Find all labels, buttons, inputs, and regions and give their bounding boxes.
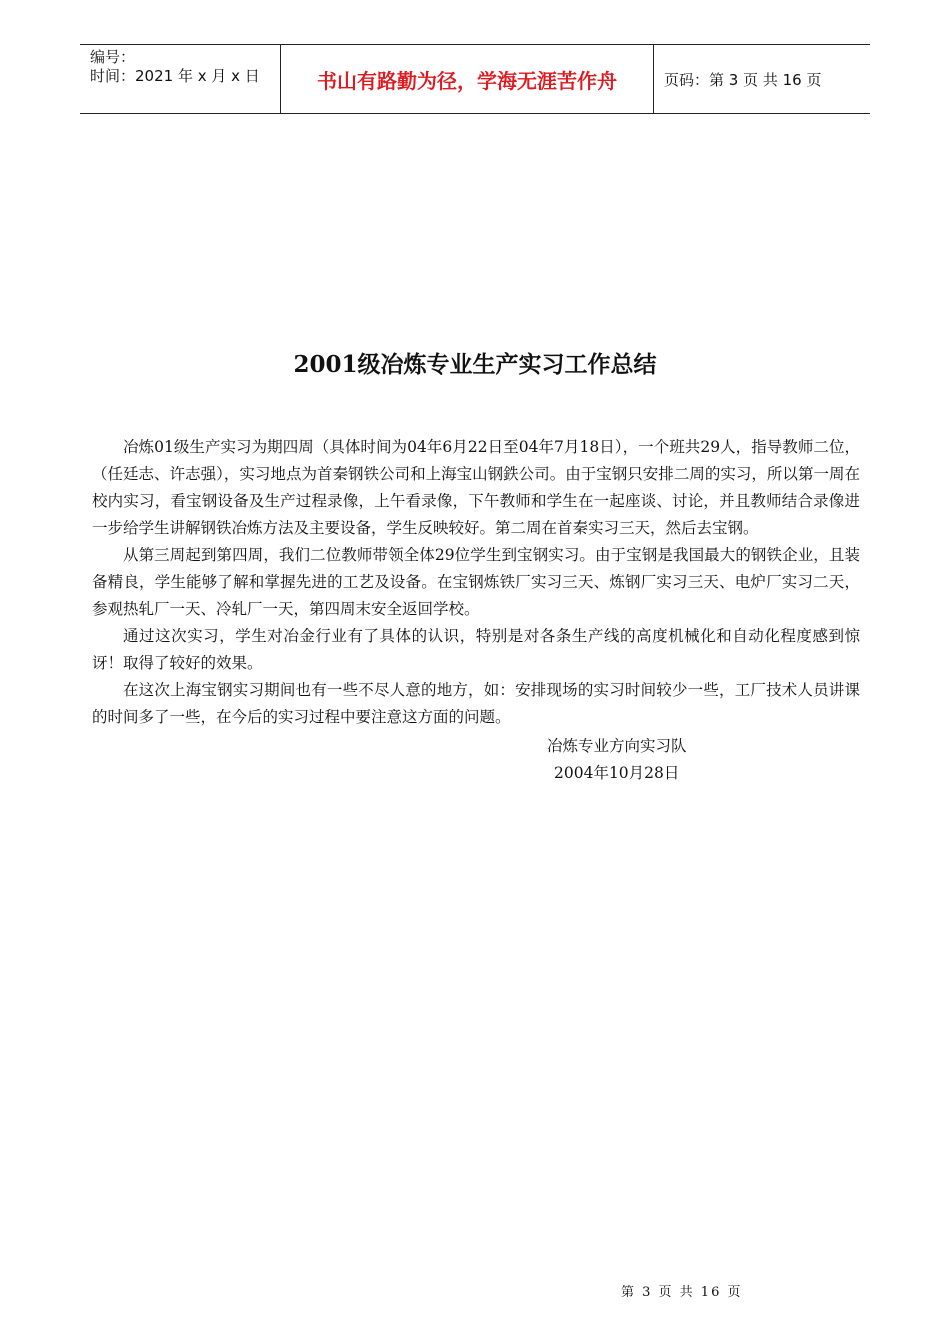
body-paragraph: 在这次上海宝钢实习期间也有一些不尽人意的地方，如：安排现场的实习时间较少一些，工厂技术人员讲课的时间多了一些，在今后的实习过程中要注意这方面的问题。 bbox=[92, 681, 860, 726]
signature-date: 2004年10月28日 bbox=[554, 764, 680, 782]
body-paragraph: 通过这次实习，学生对冶金行业有了具体的认识，特别是对各条生产线的高度机械化和自动化程度感到惊讶！取得了较好的效果。 bbox=[92, 627, 860, 672]
document-body bbox=[92, 434, 860, 731]
header-page-info: 页码：第 3 页 共 16 页 bbox=[664, 70, 822, 89]
body-paragraph: 从第三周起到第四周，我们二位教师带领全体29位学生到宝钢实习。由于宝钢是我国最大的钢铁企业，且装备精良，学生能够了解和掌握先进的工艺及设备。在宝钢炼铁厂实习三天、炼钢厂实习三天、电炉厂实习二天，参观热轧厂一天、冷轧厂一天，第四周末安全返回学校。 bbox=[92, 546, 860, 618]
page-header bbox=[80, 44, 870, 114]
time-line: 时间：2021 年 x 月 x 日 bbox=[90, 67, 260, 85]
signature-team: 冶炼专业方向实习队 bbox=[547, 737, 687, 755]
number-label: 编号： bbox=[90, 48, 136, 66]
signature-block bbox=[547, 733, 687, 787]
body-paragraph: 冶炼01级生产实习为期四周（具体时间为04年6月22日至04年7月18日），一个班共29人，指导教师二位，（任廷志、许志强），实习地点为首秦钢铁公司和上海宝山钢鉄公司。由于宝钢只安排二周的实习，所以第一周在校内实习，看宝钢设备及生产过程录像，上午看录像，下午教师和学生在一起座谈、讨论，并且教师结合录像进一步给学生讲解钢铁冶炼方法及主要设备，学生反映较好。第二周在首秦实习三天，然后去宝钢。 bbox=[92, 438, 860, 537]
header-meta bbox=[80, 45, 281, 113]
document-title: 2001级冶炼专业生产实习工作总结 bbox=[293, 351, 657, 378]
header-motto: 书山有路勤为径，学海无涯苦作舟 bbox=[281, 45, 654, 113]
page-footer: 第 3 页 共 16 页 bbox=[621, 1285, 743, 1300]
